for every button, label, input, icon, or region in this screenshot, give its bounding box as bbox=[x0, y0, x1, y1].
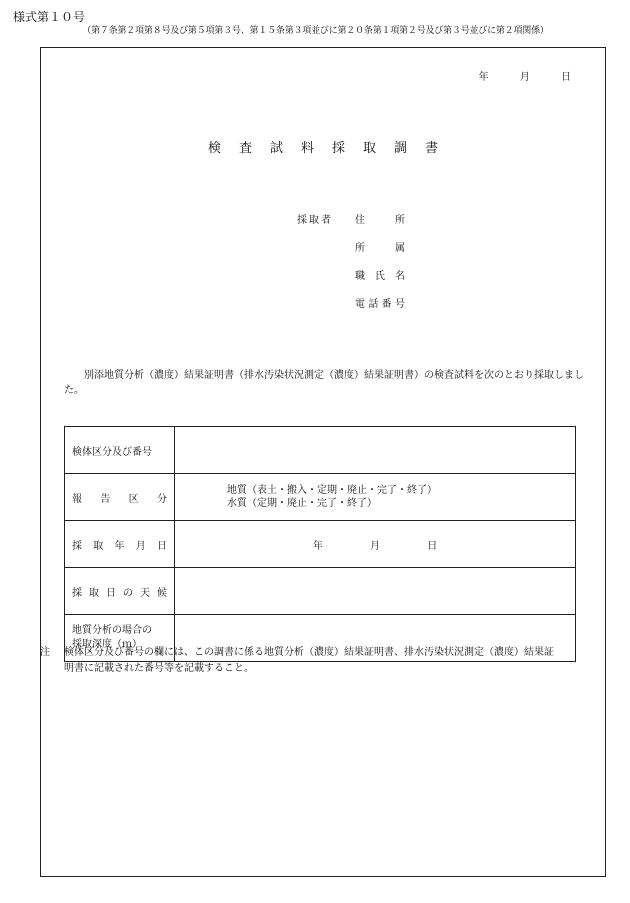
collector-lead: 採取者 bbox=[297, 215, 333, 226]
sample-id-field[interactable] bbox=[175, 427, 576, 474]
sampling-date-field[interactable] bbox=[175, 521, 576, 568]
collector-field-address: 住所 bbox=[355, 215, 405, 226]
table-row bbox=[65, 427, 576, 474]
sampling-day-label: 日 bbox=[427, 540, 438, 552]
sampling-year-label: 年 bbox=[312, 540, 323, 552]
table-row bbox=[65, 568, 576, 615]
document-frame bbox=[40, 47, 606, 877]
weather-field[interactable] bbox=[175, 568, 576, 615]
report-category-soil: 地質（表土・搬入・定期・廃止・完了・終了） bbox=[227, 485, 437, 496]
form-legal-reference: （第７条第２項第８号及び第５項第３号、第１５条第３項並びに第２０条第１項第２号及び第３号並びに第２項関係） bbox=[82, 26, 549, 36]
sample-info-table bbox=[64, 426, 576, 662]
collector-field-affiliation: 所属 bbox=[355, 243, 405, 254]
sampling-depth-label-line1: 地質分析の場合の bbox=[72, 625, 152, 636]
report-category-cell[interactable] bbox=[175, 474, 576, 521]
date-month-label: 月 bbox=[519, 72, 530, 83]
form-number: 様式第１０号 bbox=[13, 10, 86, 24]
date-day-label: 日 bbox=[561, 72, 571, 83]
row-label-weather: 採取日の天候 bbox=[65, 568, 175, 615]
date-line bbox=[451, 68, 571, 83]
document-title: 検査試料採取調書 bbox=[207, 141, 456, 156]
table-row bbox=[65, 521, 576, 568]
sampling-month-label: 月 bbox=[370, 540, 380, 552]
row-label-sampling-date: 採取年月日 bbox=[65, 521, 175, 568]
collector-block bbox=[297, 207, 405, 319]
report-category-water: 水質（定期・廃止・完了・終了） bbox=[227, 498, 377, 509]
footnote-text: 検体区分及び番号の欄には、この調書に係る地質分析（濃度）結果証明書、排水汚染状況測定（濃度）結果証明書に記載された番号等を記載すること。 bbox=[64, 647, 554, 674]
row-label-sample-id: 検体区分及び番号 bbox=[65, 427, 175, 474]
collector-field-phone: 電話番号 bbox=[355, 299, 405, 310]
footnote-marker: 注 bbox=[40, 647, 50, 658]
statement-text: 別添地質分析（濃度）結果証明書（排水汚染状況測定（濃度）結果証明書）の検査試料を次のとおり採取しました。 bbox=[64, 370, 584, 396]
row-label-report-category: 報告区分 bbox=[65, 474, 175, 521]
date-year-label: 年 bbox=[478, 72, 489, 83]
collector-field-title-name: 職氏名 bbox=[355, 271, 405, 282]
table-row bbox=[65, 474, 576, 521]
sampling-depth-label-line2: 採取深度（ｍ） bbox=[72, 639, 142, 650]
footnote bbox=[40, 645, 562, 677]
